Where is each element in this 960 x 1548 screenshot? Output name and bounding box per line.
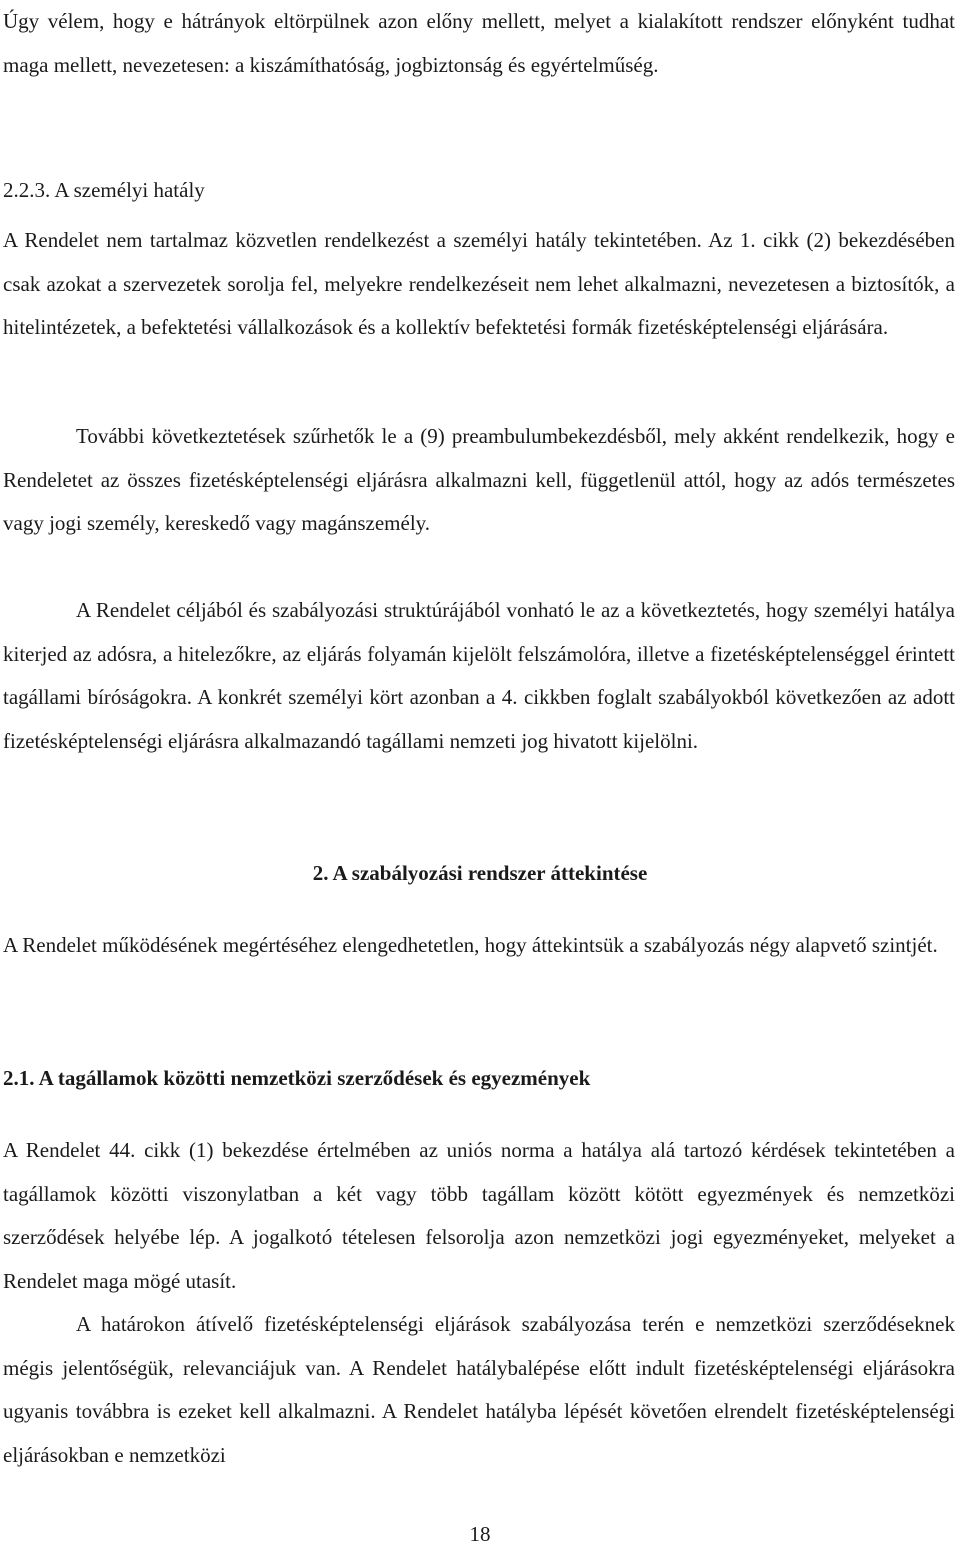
- page-number: 18: [469, 1522, 491, 1546]
- paragraph-conclusion: Úgy vélem, hogy e hátrányok eltörpülnek azon előny mellett, melyet a kialakított rendszer előnyként tudhat maga mellett, nevezetesen: a kiszámíthatóság, jogbiztonság és egyértelműség.: [3, 9, 955, 77]
- paragraph-regulation-purpose: A Rendelet céljából és szabályozási struktúrájából vonható le az a következtetés, hogy személyi hatálya kiterjed az adósra, a hitelezőkre, az eljárás folyamán kijelölt felszámolóra, illetve a fizetésképtelenséggel érintett tagállami bíróságokra. A konkrét személyi kört azonban a 4. cikkben foglalt szabályokból következően az adott fizetésképtelenségi eljárásra alkalmazandó tagállami nemzeti jog hivatott kijelölni.: [3, 598, 955, 753]
- paragraph-preamble: További következtetések szűrhetők le a (9) preambulumbekezdésből, mely akként rendelkezik, hogy e Rendeletet az összes fizetésképtelenségi eljárásra alkalmazni kell, függetlenül attól, hogy az adós természetes vagy jogi személy, kereskedő vagy magánszemély.: [3, 424, 955, 535]
- section-heading-treaties: 2.1. A tagállamok közötti nemzetközi szerződések és egyezmények: [3, 1066, 591, 1090]
- paragraph-article-44: A Rendelet 44. cikk (1) bekezdése értelmében az uniós norma a hatálya alá tartozó kérdések tekintetében a tagállamok közötti viszonylatban a két vagy több tagállam között kötött egyezmények és nemzetközi szerződések helyébe lép. A jogalkotó tételesen felsorolja azon nemzetközi jogi egyezményeket, melyeket a Rendelet maga mögé utasít.: [3, 1138, 955, 1293]
- section-heading-personal-scope: 2.2.3. A személyi hatály: [3, 178, 205, 202]
- paragraph-overview-intro: A Rendelet működésének megértéséhez elengedhetetlen, hogy áttekintsük a szabályozás négy alapvető szintjét.: [3, 933, 938, 957]
- chapter-heading-overview: 2. A szabályozási rendszer áttekintése: [312, 861, 648, 885]
- paragraph-cross-border: A határokon átívelő fizetésképtelenségi eljárások szabályozása terén e nemzetközi szerződéseknek mégis jelentőségük, relevanciájuk van. A Rendelet hatálybalépése előtt indult fizetésképtelenségi eljárásokra ugyanis továbbra is ezeket kell alkalmazni. A Rendelet hatályba lépését követően elrendelt fizetésképtelenségi eljárásokban e nemzetközi: [3, 1312, 955, 1467]
- paragraph-personal-scope: A Rendelet nem tartalmaz közvetlen rendelkezést a személyi hatály tekintetében. Az 1. cikk (2) bekezdésében csak azokat a szervezetek sorolja fel, melyekre rendelkezéseit nem lehet alkalmazni, nevezetesen a biztosítók, a hitelintézetek, a befektetési vállalkozások és a kollektív befektetési formák fizetésképtelenségi eljárására.: [3, 228, 955, 339]
